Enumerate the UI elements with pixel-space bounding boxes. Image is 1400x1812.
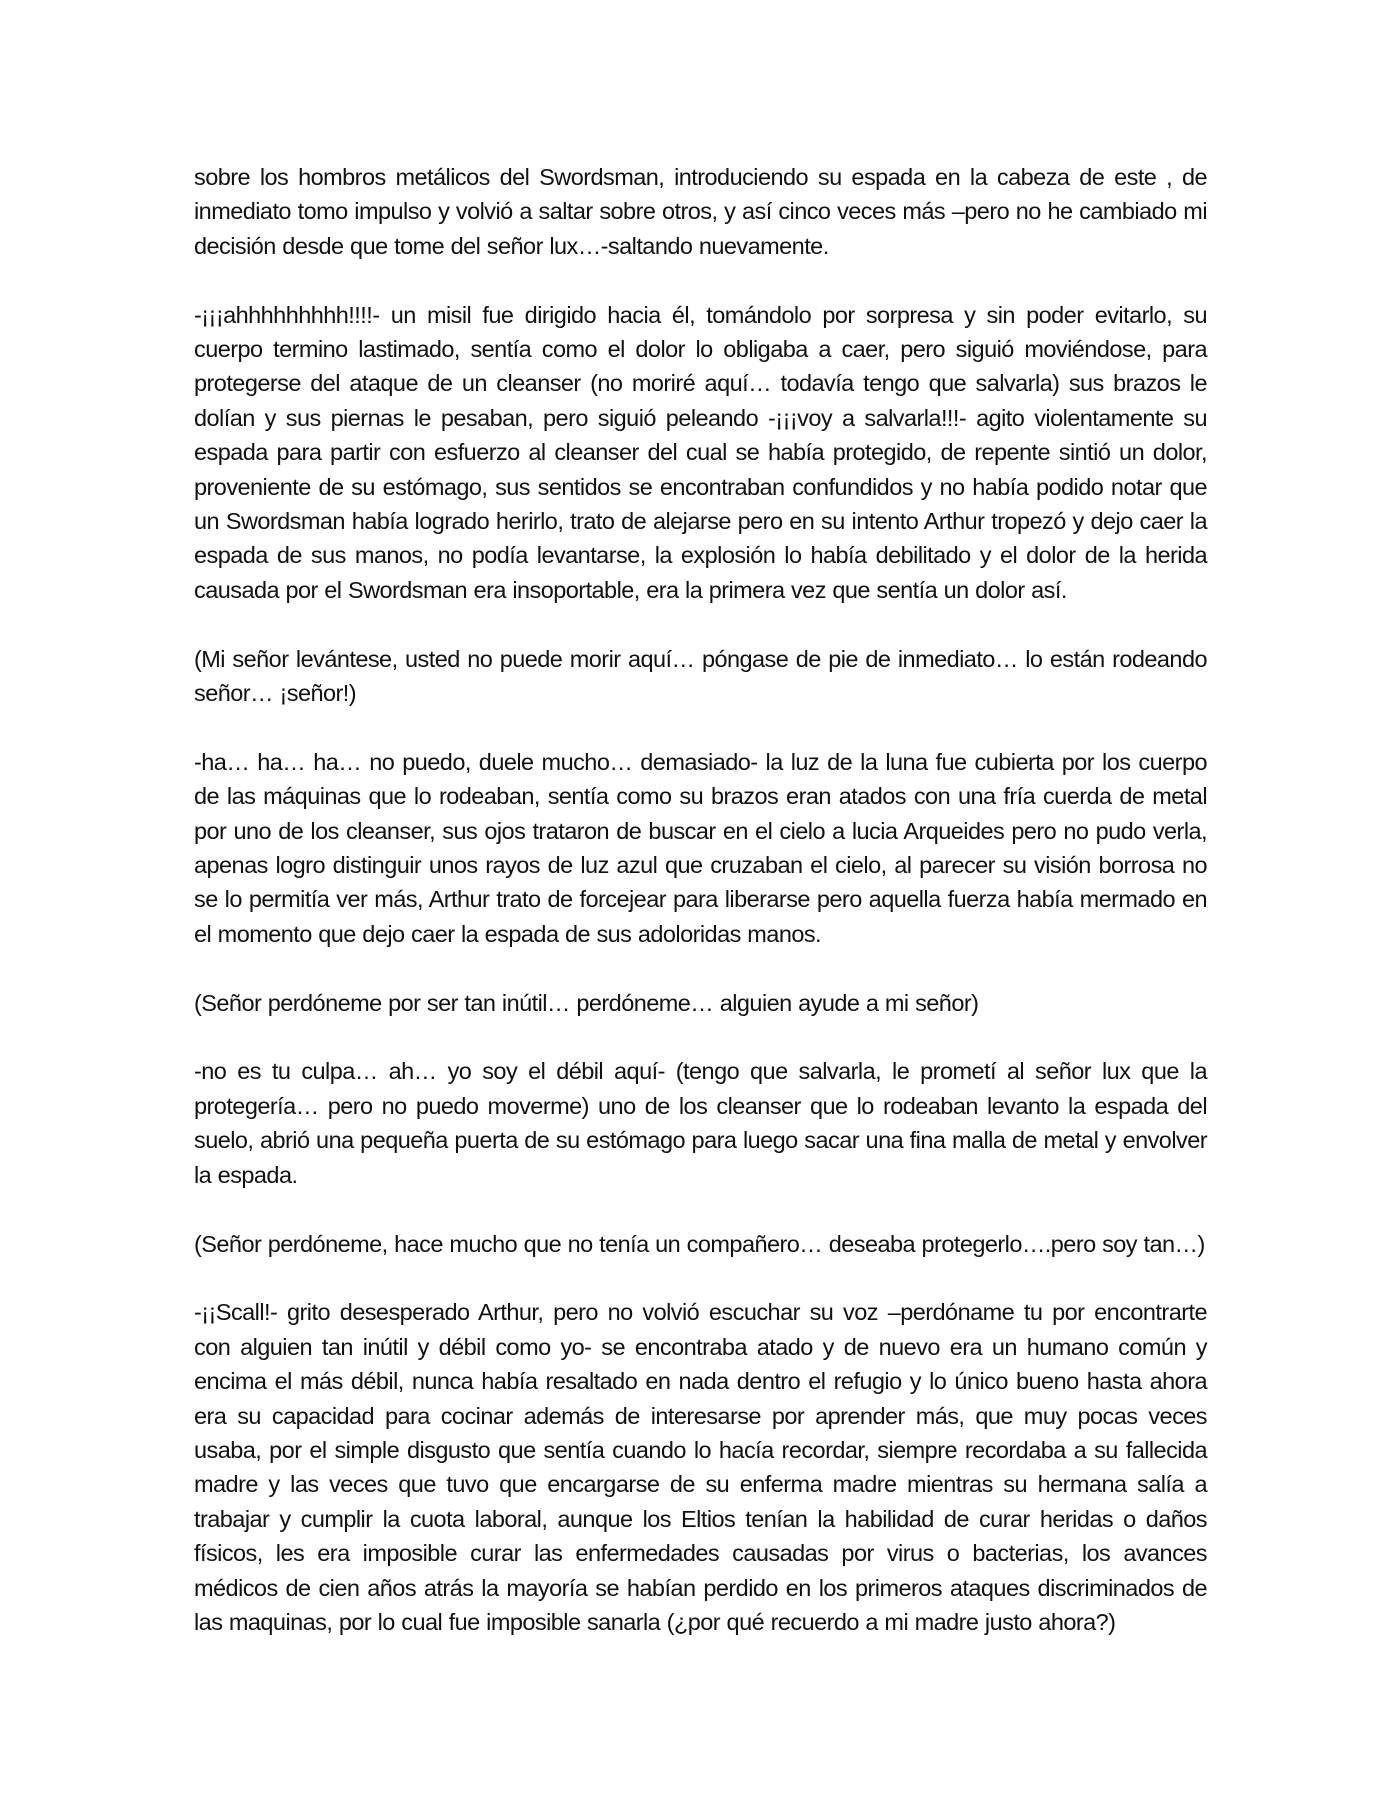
paragraph-4: -ha… ha… ha… no puedo, duele mucho… demasiado- la luz de la luna fue cubierta por los cuerpo de las máquinas que lo rodeaban, sentía como su brazos eran atados con una fría cuerda de metal por uno de los cleanser, sus ojos trataron de buscar en el cielo a lucia Arqueides pero no pudo verla, apenas logro distinguir unos rayos de luz azul que cruzaban el cielo, al parecer su visión borrosa no se lo permitía ver más, Arthur trato de forcejear para liberarse pero aquella fuerza había mermado en el momento que dejo caer la espada de sus adoloridas manos.: [194, 748, 1207, 947]
paragraph-1: sobre los hombros metálicos del Swordsman, introduciendo su espada en la cabeza de este , de inmediato tomo impulso y volvió a saltar sobre otros, y así cinco veces más –pero no he cambiado mi decisión desde que tome del señor lux…-saltando nuevamente.: [194, 164, 1207, 259]
paragraph-2: -¡¡¡ahhhhhhhhh!!!!- un misil fue dirigido hacia él, tomándolo por sorpresa y sin poder evitarlo, su cuerpo termino lastimado, sentía como el dolor lo obligaba a caer, pero siguió moviéndose, para protegerse del ataque de un cleanser (no moriré aquí… todavía tengo que salvarla) sus brazos le dolían y sus piernas le pesaban, pero siguió peleando -¡¡¡voy a salvarla!!!- agito violentamente su espada para partir con esfuerzo al cleanser del cual se había protegido, de repente sintió un dolor, proveniente de su estómago, sus sentidos se encontraban confundidos y no había podido notar que un Swordsman había logrado herirlo, trato de alejarse pero en su intento Arthur tropezó y dejo caer la espada de sus manos, no podía levantarse, la explosión lo había debilitado y el dolor de la herida causada por el Swordsman era insoportable, era la primera vez que sentía un dolor así.: [194, 301, 1207, 603]
paragraph-3: (Mi señor levántese, usted no puede morir aquí… póngase de pie de inmediato… lo están rodeando señor… ¡señor!): [194, 645, 1207, 707]
paragraph-8: -¡¡Scall!- grito desesperado Arthur, pero no volvió escuchar su voz –perdóname tu por encontrarte con alguien tan inútil y débil como yo- se encontraba atado y de nuevo era un humano común y encima el más débil, nunca había resaltado en nada dentro el refugio y lo único bueno hasta ahora era su capacidad para cocinar además de interesarse por aprender más, que muy pocas veces usaba, por el simple disgusto que sentía cuando lo hacía recordar, siempre recordaba a su fallecida madre y las veces que tuvo que encargarse de su enferma madre mientras su hermana salía a trabajar y cumplir la cuota laboral, aunque los Eltios tenían la habilidad de curar heridas o daños físicos, les era imposible curar las enfermedades causadas por virus o bacterias, los avances médicos de cien años atrás la mayoría se habían perdido en los primeros ataques discriminados de las maquinas, por lo cual fue imposible sanarla (¿por qué recuerdo a mi madre justo ahora?): [194, 1299, 1207, 1635]
paragraph-6: -no es tu culpa… ah… yo soy el débil aquí- (tengo que salvarla, le prometí al señor lux que la protegería… pero no puedo moverme) uno de los cleanser que lo rodeaban levanto la espada del suelo, abrió una pequeña puerta de su estómago para luego sacar una fina malla de metal y envolver la espada.: [194, 1058, 1207, 1188]
paragraph-5: (Señor perdóneme por ser tan inútil… perdóneme… alguien ayude a mi señor): [194, 989, 979, 1016]
document-body: [194, 160, 1207, 1639]
paragraph-7: (Señor perdóneme, hace mucho que no tenía un compañero… deseaba protegerlo….pero soy tan…): [194, 1230, 1205, 1257]
